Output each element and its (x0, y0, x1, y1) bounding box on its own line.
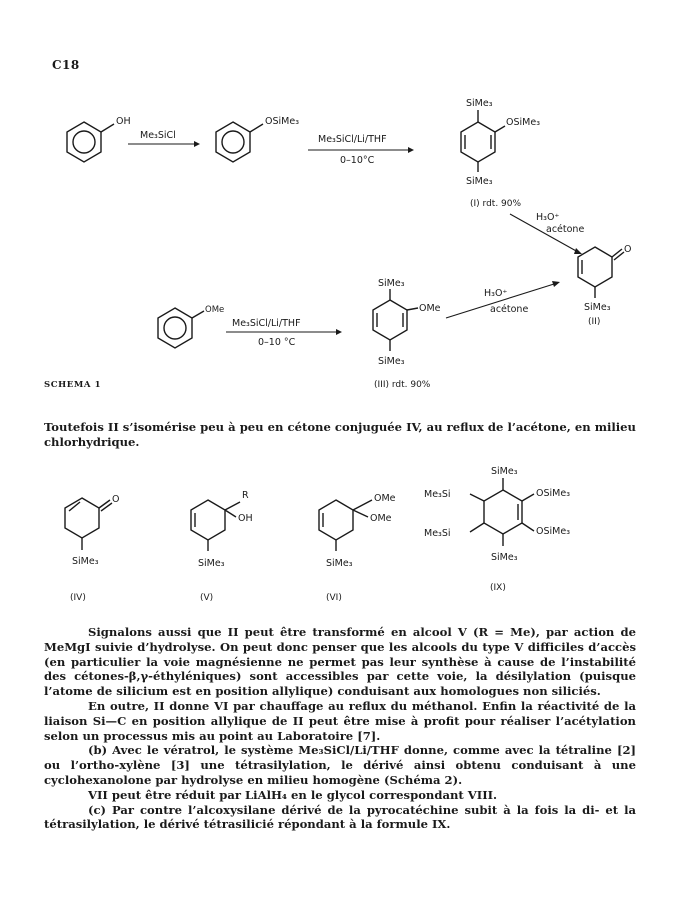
I-sime3-bottom: SiMe₃ (466, 176, 493, 187)
compound-V-structure (191, 490, 253, 569)
III-sime3-bottom: SiMe₃ (378, 356, 405, 367)
compound-II-structure (578, 244, 631, 313)
paragraph-reduction: VII peut être réduit par LiAlH₄ en le glycol correspondant VIII. (88, 787, 498, 802)
IX-me3si-1: Me₃Si (424, 489, 451, 500)
IX-osime3-2: OSiMe₃ (536, 526, 570, 537)
anisole-ome: OMe (205, 305, 225, 315)
IX-me3si-2: Me₃Si (424, 528, 451, 539)
III-ome: OMe (419, 303, 441, 314)
label-IV: (IV) (70, 593, 86, 603)
VI-ome-1: OMe (374, 493, 396, 504)
reagent-e-bottom: acétone (490, 304, 529, 315)
II-o: O (624, 244, 632, 255)
IV-o: O (112, 494, 120, 505)
reagent-b-bottom: 0–10°C (340, 155, 375, 166)
V-r: R (242, 490, 249, 501)
compound-IX-structure (424, 466, 570, 563)
VI-sime3: SiMe₃ (326, 558, 353, 569)
V-sime3: SiMe₃ (198, 558, 225, 569)
VI-ome-2: OMe (370, 513, 392, 524)
paragraph-veratrol: (b) Avec le vératrol, le système Me₃SiCl/Li/THF donne, comme avec la tétraline [2] ou l’ortho-xylène [3] une tétrasilylation, le dérivé ainsi obtenu conduisant à une cyclohexanolone par hydrolyse en milieu homogène (Schéma 2). (44, 743, 636, 787)
IX-sime3-top: SiMe₃ (491, 466, 518, 477)
paragraph-methanol: En outre, II donne VI par chauffage au reflux du méthanol. Enfin la réactivité de la liaison Si—C en position allylique de II peut être mise à profit pour réaliser l’acétylation selon un processus mis au point au Laboratoire [7]. (44, 698, 636, 743)
yield-III: (III) rdt. 90% (374, 380, 431, 390)
compound-I-structure (461, 98, 540, 187)
label-V: (V) (200, 593, 214, 603)
reagent-d-top: H₃O⁺ (536, 212, 560, 223)
paragraph-isomerisation: Toutefois II s’isomérise peu à peu en cétone conjuguée IV, au reflux de l’acétone, en milieu chlorhydrique. (44, 420, 636, 449)
label-IX: (IX) (490, 583, 506, 593)
II-sime3: SiMe₃ (584, 302, 611, 313)
IV-sime3: SiMe₃ (72, 556, 99, 567)
I-sime3-top: SiMe₃ (466, 98, 493, 109)
compound-III-structure (373, 278, 441, 367)
reagent-b-top: Me₃SiCl/Li/THF (318, 134, 387, 145)
reagent-c-top: Me₃SiCl/Li/THF (232, 318, 301, 329)
reagent-e-top: H₃O⁺ (484, 288, 508, 299)
reagent-c-bottom: 0–10 °C (258, 337, 296, 348)
paragraph-pyrocatechine: (c) Par contre l’alcoxysilane dérivé de la pyrocatéchine subit à la fois la di- et la tétrasilylation, le dérivé tétrasilicié répondant à la formule IX. (44, 802, 636, 832)
paragraph-alcohol: Signalons aussi que II peut être transformé en alcool V (R = Me), par action de MeMgI suivie d’hydrolyse. On peut donc penser que les alcools du type V difficiles d’accès (en particulier la voie magnésienne ne permet pas leur synthèse à cause de l’instabilité des cétones-β,γ-éthyléniques) sont accessibles par cette voie, la désilylation (puisque l’atome de silicium est en position allylique) conduisant aux homologues non siliciés. (44, 625, 636, 699)
V-oh: OH (238, 513, 253, 524)
reagent-d-bottom: acétone (546, 224, 585, 235)
osime3-label-1: OSiMe₃ (265, 116, 299, 127)
silyl-ether-structure (216, 116, 299, 162)
label-VI: (VI) (326, 593, 342, 603)
phenol-oh-label: OH (116, 116, 131, 127)
phenol-structure (67, 116, 131, 162)
compound-IV-structure (65, 494, 119, 567)
reagent-a: Me₃SiCl (140, 130, 176, 141)
label-II: (II) (588, 317, 601, 327)
compound-VI-structure (319, 493, 396, 569)
page-number: C18 (52, 58, 80, 72)
scheme-label: SCHEMA 1 (44, 380, 102, 390)
yield-I: (I) rdt. 90% (470, 199, 522, 209)
IX-sime3-bottom: SiMe₃ (491, 552, 518, 563)
anisole-structure (158, 305, 224, 348)
I-osime3: OSiMe₃ (506, 117, 540, 128)
III-sime3-top: SiMe₃ (378, 278, 405, 289)
body-text (44, 625, 636, 832)
IX-osime3-1: OSiMe₃ (536, 488, 570, 499)
